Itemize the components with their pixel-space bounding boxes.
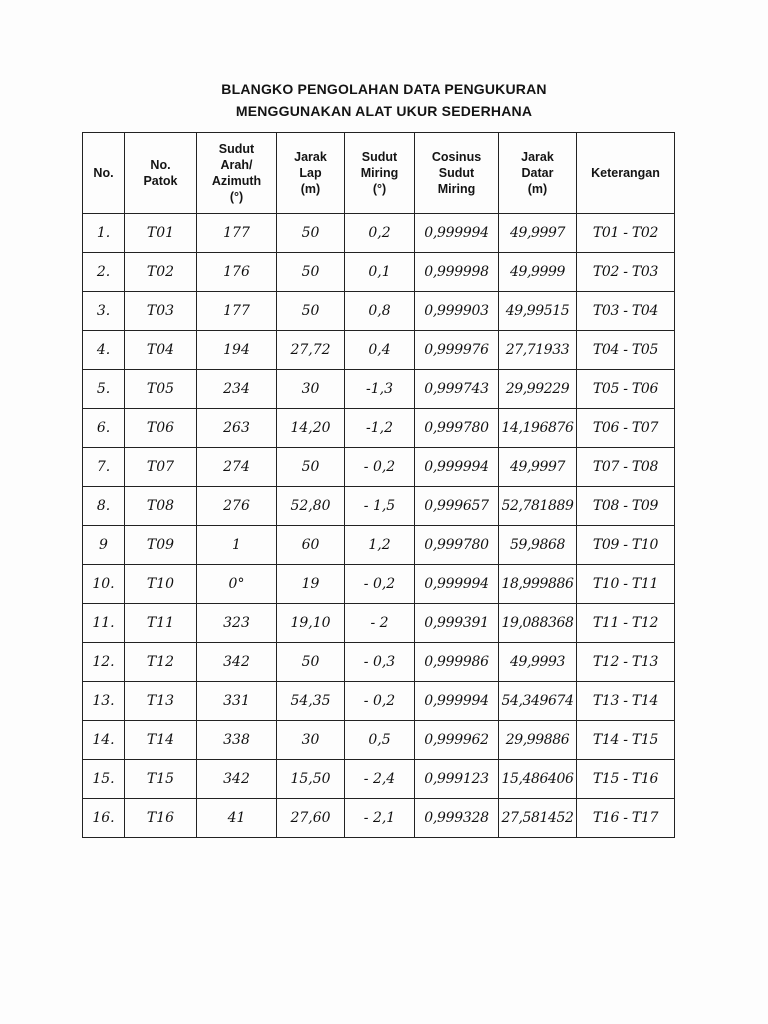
cell-cosinus: 0,999986	[415, 643, 499, 682]
cell-sudut-miring: - 2,4	[345, 760, 415, 799]
table-row	[83, 253, 675, 292]
header-jarak-lap	[277, 133, 345, 214]
cell-jarak-lap: 30	[277, 370, 345, 409]
title-line-2: MENGGUNAKAN ALAT UKUR SEDERHANA	[235, 103, 533, 119]
cell-cosinus: 0,999962	[415, 721, 499, 760]
cell-no-patok: T02	[125, 253, 197, 292]
cell-jarak-lap: 27,72	[277, 331, 345, 370]
header-sudut-arah-azimuth	[197, 133, 277, 214]
cell-cosinus: 0,999328	[415, 799, 499, 838]
cell-azimuth: 41	[197, 799, 277, 838]
cell-no: 15.	[83, 760, 125, 799]
header-line: Miring	[437, 182, 476, 196]
table-row	[83, 604, 675, 643]
cell-no: 1.	[83, 214, 125, 253]
cell-no: 12.	[83, 643, 125, 682]
cell-no-patok: T10	[125, 565, 197, 604]
header-line: (m)	[527, 182, 548, 196]
cell-no: 14.	[83, 721, 125, 760]
cell-azimuth: 263	[197, 409, 277, 448]
header-line: Azimuth	[211, 174, 262, 188]
header-no	[83, 133, 125, 214]
cell-sudut-miring: 0,8	[345, 292, 415, 331]
cell-keterangan: T02 - T03	[577, 253, 675, 292]
cell-keterangan: T12 - T13	[577, 643, 675, 682]
cell-jarak-datar: 27,581452	[499, 799, 577, 838]
cell-jarak-lap: 19,10	[277, 604, 345, 643]
cell-sudut-miring: - 0,3	[345, 643, 415, 682]
cell-keterangan: T11 - T12	[577, 604, 675, 643]
cell-azimuth: 177	[197, 214, 277, 253]
measurement-table	[82, 132, 675, 838]
cell-jarak-datar: 49,9997	[499, 448, 577, 487]
cell-sudut-miring: 0,1	[345, 253, 415, 292]
header-line: Arah/	[220, 158, 253, 172]
cell-sudut-miring: -1,2	[345, 409, 415, 448]
cell-keterangan: T05 - T06	[577, 370, 675, 409]
cell-jarak-lap: 19	[277, 565, 345, 604]
table-row	[83, 331, 675, 370]
cell-cosinus: 0,999994	[415, 682, 499, 721]
cell-sudut-miring: - 1,5	[345, 487, 415, 526]
cell-no: 4.	[83, 331, 125, 370]
cell-no-patok: T06	[125, 409, 197, 448]
header-line: Datar	[521, 166, 554, 180]
cell-jarak-lap: 50	[277, 643, 345, 682]
cell-jarak-lap: 50	[277, 214, 345, 253]
cell-sudut-miring: 0,5	[345, 721, 415, 760]
header-line: Keterangan	[591, 166, 660, 180]
cell-cosinus: 0,999780	[415, 526, 499, 565]
cell-cosinus: 0,999994	[415, 448, 499, 487]
header-line: Sudut	[438, 166, 475, 180]
cell-no-patok: T12	[125, 643, 197, 682]
cell-no-patok: T09	[125, 526, 197, 565]
title-line-1: BLANGKO PENGOLAHAN DATA PENGUKURAN	[221, 81, 547, 97]
cell-azimuth: 276	[197, 487, 277, 526]
header-line: Jarak	[521, 150, 554, 164]
cell-cosinus: 0,999994	[415, 565, 499, 604]
cell-no-patok: T15	[125, 760, 197, 799]
cell-jarak-datar: 19,088368	[499, 604, 577, 643]
cell-keterangan: T15 - T16	[577, 760, 675, 799]
cell-azimuth: 274	[197, 448, 277, 487]
cell-keterangan: T07 - T08	[577, 448, 675, 487]
cell-sudut-miring: -1,3	[345, 370, 415, 409]
cell-jarak-lap: 14,20	[277, 409, 345, 448]
table-row	[83, 721, 675, 760]
cell-jarak-datar: 29,99229	[499, 370, 577, 409]
header-cosinus-sudut-miring	[415, 133, 499, 214]
header-line: Jarak	[294, 150, 327, 164]
cell-jarak-datar: 15,486406	[499, 760, 577, 799]
cell-jarak-lap: 27,60	[277, 799, 345, 838]
table-row	[83, 643, 675, 682]
cell-no-patok: T01	[125, 214, 197, 253]
cell-jarak-lap: 54,35	[277, 682, 345, 721]
cell-azimuth: 331	[197, 682, 277, 721]
cell-cosinus: 0,999391	[415, 604, 499, 643]
cell-jarak-datar: 49,99515	[499, 292, 577, 331]
cell-no-patok: T11	[125, 604, 197, 643]
table-row	[83, 214, 675, 253]
cell-sudut-miring: - 2,1	[345, 799, 415, 838]
cell-jarak-lap: 50	[277, 448, 345, 487]
cell-cosinus: 0,999903	[415, 292, 499, 331]
cell-jarak-datar: 54,349674	[499, 682, 577, 721]
cell-no-patok: T13	[125, 682, 197, 721]
cell-jarak-datar: 49,9997	[499, 214, 577, 253]
cell-keterangan: T01 - T02	[577, 214, 675, 253]
table-row	[83, 682, 675, 721]
table-body	[83, 214, 675, 838]
table-row	[83, 487, 675, 526]
cell-jarak-lap: 52,80	[277, 487, 345, 526]
header-line: Sudut	[218, 142, 255, 156]
cell-jarak-lap: 30	[277, 721, 345, 760]
header-line: Lap	[299, 166, 322, 180]
cell-cosinus: 0,999780	[415, 409, 499, 448]
cell-no-patok: T14	[125, 721, 197, 760]
cell-sudut-miring: 0,4	[345, 331, 415, 370]
cell-no: 6.	[83, 409, 125, 448]
cell-azimuth: 338	[197, 721, 277, 760]
cell-sudut-miring: - 0,2	[345, 565, 415, 604]
cell-jarak-datar: 52,781889	[499, 487, 577, 526]
table-row	[83, 448, 675, 487]
cell-keterangan: T09 - T10	[577, 526, 675, 565]
cell-no: 16.	[83, 799, 125, 838]
cell-no: 11.	[83, 604, 125, 643]
table-row	[83, 526, 675, 565]
table-row	[83, 292, 675, 331]
header-line: (°)	[229, 190, 244, 204]
table-row	[83, 799, 675, 838]
cell-sudut-miring: - 2	[345, 604, 415, 643]
header-keterangan	[577, 133, 675, 214]
cell-jarak-datar: 59,9868	[499, 526, 577, 565]
cell-jarak-datar: 27,71933	[499, 331, 577, 370]
cell-azimuth: 342	[197, 643, 277, 682]
cell-jarak-lap: 50	[277, 253, 345, 292]
header-line: No.	[150, 158, 171, 172]
cell-jarak-lap: 15,50	[277, 760, 345, 799]
cell-keterangan: T13 - T14	[577, 682, 675, 721]
cell-no: 13.	[83, 682, 125, 721]
header-line: (°)	[372, 182, 387, 196]
header-line: No.	[93, 166, 114, 180]
cell-azimuth: 194	[197, 331, 277, 370]
table-row	[83, 760, 675, 799]
cell-no-patok: T07	[125, 448, 197, 487]
cell-azimuth: 323	[197, 604, 277, 643]
cell-no: 3.	[83, 292, 125, 331]
header-sudut-miring	[345, 133, 415, 214]
table-row	[83, 409, 675, 448]
cell-azimuth: 0°	[197, 565, 277, 604]
cell-keterangan: T03 - T04	[577, 292, 675, 331]
table-header-row	[83, 133, 675, 214]
header-jarak-datar	[499, 133, 577, 214]
cell-cosinus: 0,999657	[415, 487, 499, 526]
cell-no-patok: T05	[125, 370, 197, 409]
cell-no: 8.	[83, 487, 125, 526]
cell-jarak-datar: 29,99886	[499, 721, 577, 760]
cell-azimuth: 342	[197, 760, 277, 799]
cell-cosinus: 0,999994	[415, 214, 499, 253]
cell-keterangan: T16 - T17	[577, 799, 675, 838]
cell-sudut-miring: - 0,2	[345, 448, 415, 487]
cell-no: 5.	[83, 370, 125, 409]
cell-cosinus: 0,999976	[415, 331, 499, 370]
cell-jarak-datar: 49,9993	[499, 643, 577, 682]
cell-no-patok: T03	[125, 292, 197, 331]
table-row	[83, 370, 675, 409]
cell-keterangan: T10 - T11	[577, 565, 675, 604]
cell-jarak-lap: 60	[277, 526, 345, 565]
cell-no-patok: T16	[125, 799, 197, 838]
cell-sudut-miring: - 0,2	[345, 682, 415, 721]
cell-no: 9	[83, 526, 125, 565]
cell-keterangan: T08 - T09	[577, 487, 675, 526]
document-title	[0, 78, 768, 122]
cell-no-patok: T04	[125, 331, 197, 370]
cell-azimuth: 1	[197, 526, 277, 565]
cell-azimuth: 176	[197, 253, 277, 292]
header-line: Patok	[143, 174, 178, 188]
header-line: Sudut	[361, 150, 398, 164]
cell-keterangan: T04 - T05	[577, 331, 675, 370]
header-line: (m)	[300, 182, 321, 196]
header-no-patok	[125, 133, 197, 214]
cell-sudut-miring: 1,2	[345, 526, 415, 565]
cell-cosinus: 0,999123	[415, 760, 499, 799]
cell-azimuth: 234	[197, 370, 277, 409]
cell-jarak-datar: 14,196876	[499, 409, 577, 448]
cell-jarak-lap: 50	[277, 292, 345, 331]
table-row	[83, 565, 675, 604]
cell-keterangan: T14 - T15	[577, 721, 675, 760]
cell-jarak-datar: 49,9999	[499, 253, 577, 292]
cell-no-patok: T08	[125, 487, 197, 526]
cell-jarak-datar: 18,999886	[499, 565, 577, 604]
cell-no: 2.	[83, 253, 125, 292]
cell-cosinus: 0,999743	[415, 370, 499, 409]
cell-no: 10.	[83, 565, 125, 604]
header-line: Cosinus	[431, 150, 482, 164]
cell-cosinus: 0,999998	[415, 253, 499, 292]
cell-azimuth: 177	[197, 292, 277, 331]
cell-no: 7.	[83, 448, 125, 487]
header-line: Miring	[360, 166, 399, 180]
cell-sudut-miring: 0,2	[345, 214, 415, 253]
cell-keterangan: T06 - T07	[577, 409, 675, 448]
